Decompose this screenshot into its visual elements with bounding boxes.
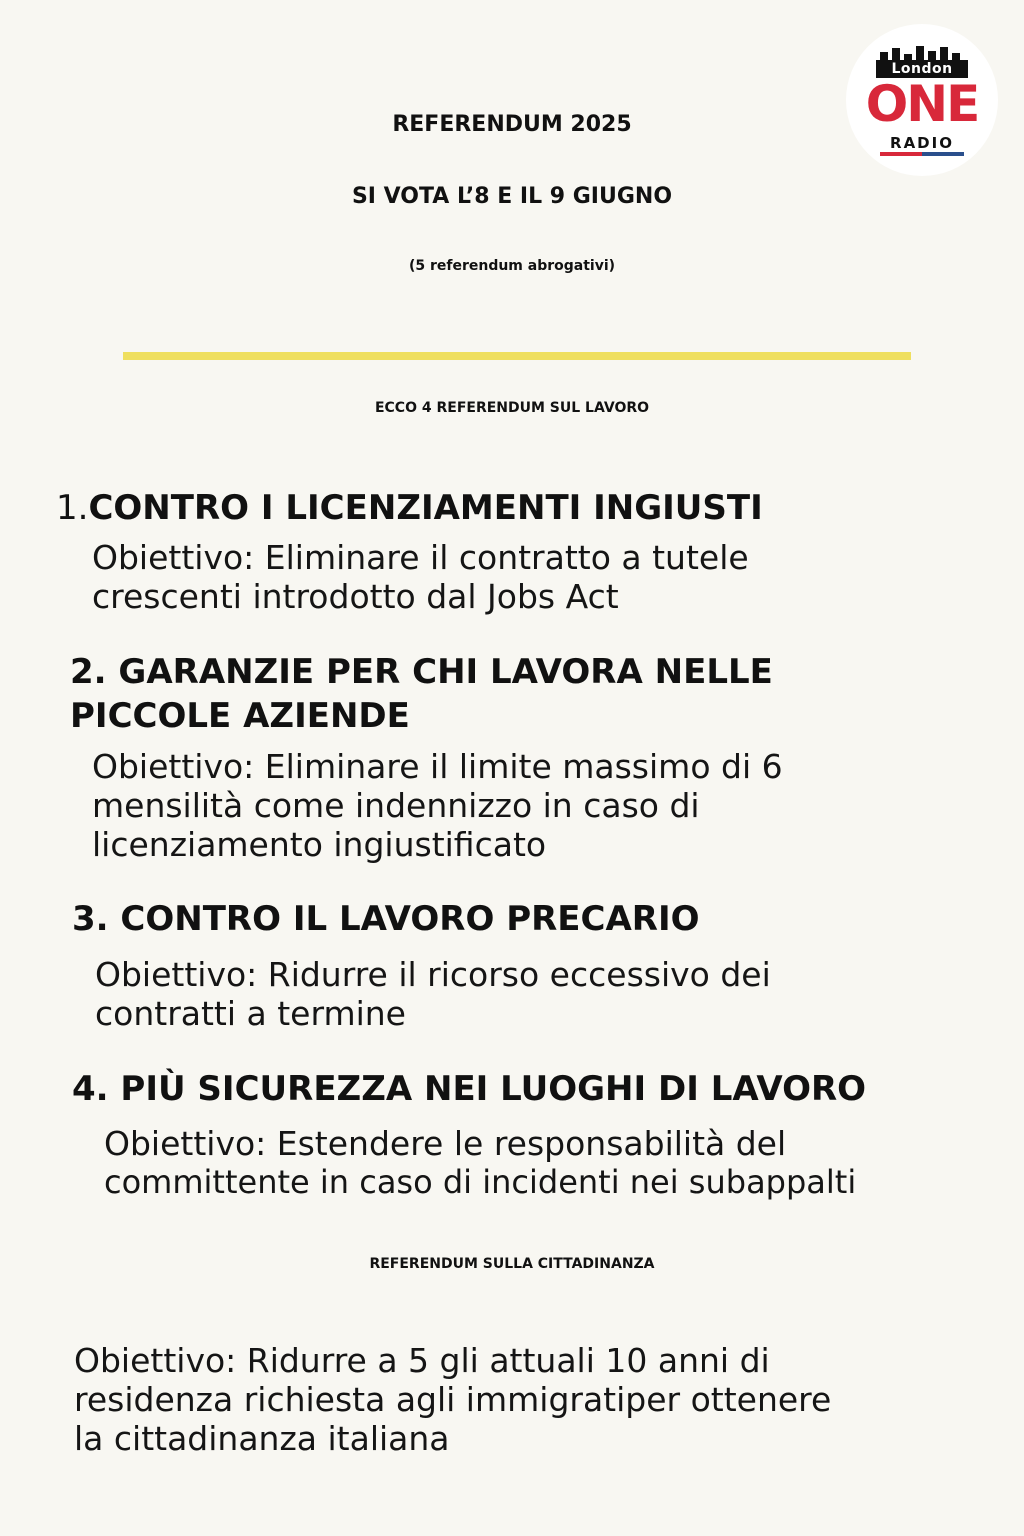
item-2-title-line-2: PICCOLE AZIENDE	[70, 696, 410, 736]
item-4-number: 4.	[72, 1069, 109, 1109]
item-1-title-line-1: CONTRO I LICENZIAMENTI INGIUSTI	[88, 488, 763, 528]
london-one-radio-logo	[846, 24, 998, 176]
item-1-number: 1.	[56, 488, 89, 528]
logo-one-text: ONE	[865, 75, 979, 133]
item-3-number: 3.	[72, 899, 109, 939]
logo-london-text: London	[876, 60, 968, 78]
item-2-title-line-1	[70, 650, 773, 694]
item-3-desc-line-2: contratti a termine	[95, 994, 406, 1033]
item-2-desc-line-1: Obiettivo: Eliminare il limite massimo di 6	[92, 747, 783, 786]
yellow-divider	[123, 352, 911, 360]
logo-underline	[880, 152, 964, 156]
item-4-desc-line-2: committente in caso di incidenti nei subappalti	[104, 1163, 857, 1201]
section-title-work: ECCO 4 REFERENDUM SUL LAVORO	[374, 400, 650, 416]
citizenship-desc-line-2: residenza richiesta agli immigratiper ottenere	[74, 1380, 832, 1419]
item-3-title-text: CONTRO IL LAVORO PRECARIO	[120, 899, 700, 939]
item-3-desc-line-1: Obiettivo: Ridurre il ricorso eccessivo dei	[95, 955, 771, 994]
item-1-desc-line-2: crescenti introdotto dal Jobs Act	[92, 577, 619, 616]
item-2-number: 2.	[70, 652, 107, 692]
item-3-title	[72, 897, 700, 941]
logo-radio-text: RADIO	[890, 134, 954, 152]
item-2-desc-line-2: mensilità come indennizzo in caso di	[92, 786, 700, 825]
headline-subtitle: (5 referendum abrogativi)	[408, 258, 616, 274]
item-4-title-text: PIÙ SICUREZZA NEI LUOGHI DI LAVORO	[120, 1069, 867, 1109]
headline-referendum-2025: REFERENDUM 2025	[392, 112, 632, 137]
item-2-desc-line-3: licenziamento ingiustificato	[92, 825, 547, 864]
item-4-desc-line-1: Obiettivo: Estendere le responsabilità del	[104, 1124, 787, 1163]
item-1-title	[56, 486, 763, 530]
citizenship-desc-line-1: Obiettivo: Ridurre a 5 gli attuali 10 anni di	[74, 1341, 770, 1380]
item-2-title-text-1: GARANZIE PER CHI LAVORA NELLE	[118, 652, 773, 692]
section-title-citizenship: REFERENDUM SULLA CITTADINANZA	[369, 1256, 655, 1272]
item-4-title	[72, 1067, 866, 1111]
item-1-desc-line-1: Obiettivo: Eliminare il contratto a tutele	[92, 538, 749, 577]
headline-vote-dates: SI VOTA L’8 E IL 9 GIUGNO	[351, 184, 673, 209]
skyline-icon	[880, 46, 964, 60]
citizenship-desc-line-3: la cittadinanza italiana	[74, 1419, 450, 1458]
